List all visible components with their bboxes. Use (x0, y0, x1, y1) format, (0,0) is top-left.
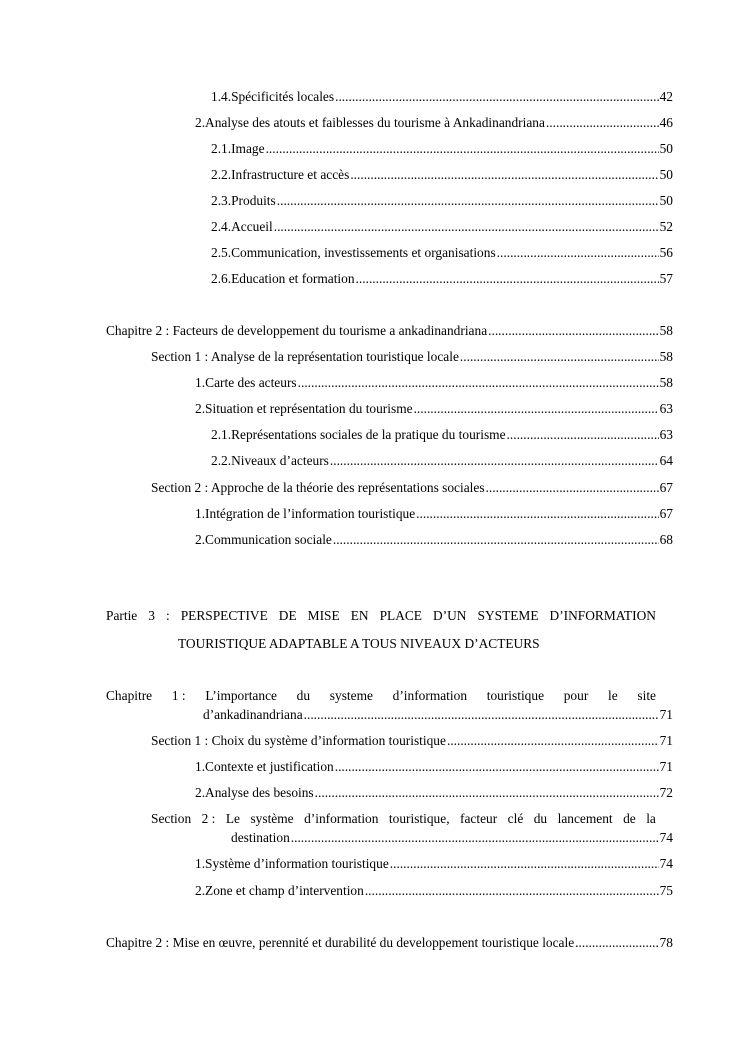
section-word: clé (507, 811, 524, 826)
toc-number: 2.1. (211, 427, 232, 442)
section-word: Le (225, 811, 240, 826)
part-word: D’UN (433, 608, 467, 623)
dot-leader (416, 506, 658, 522)
section-word: système (250, 811, 294, 826)
section-word: d’information (304, 811, 379, 826)
toc-entry (211, 271, 673, 287)
dot-leader (335, 89, 659, 105)
toc-page: 67 (659, 480, 673, 495)
toc-page: 64 (659, 453, 673, 468)
toc-title: Système d’information touristique (205, 856, 389, 871)
toc-title: Intégration de l’information touristique (205, 506, 416, 521)
section-word: 2 : (201, 811, 216, 826)
toc-title: Education et formation (231, 271, 355, 286)
toc-number: 2.6. (211, 271, 232, 286)
dot-leader (486, 480, 659, 496)
part-word: Partie (106, 608, 138, 623)
toc-title: Section 1 : Choix du système d’information touristique (151, 733, 446, 748)
toc-chapter-continuation (203, 707, 673, 723)
toc-page: 56 (659, 245, 673, 260)
part-heading-line2: TOURISTIQUE ADAPTABLE A TOUS NIVEAUX D’ACTEURS (178, 636, 540, 651)
toc-chapter (106, 688, 656, 704)
toc-page: 58 (659, 349, 673, 364)
toc-page: 52 (659, 219, 673, 234)
toc-entry (195, 856, 673, 872)
part-word: PERSPECTIVE (180, 608, 268, 623)
chapter-word: site (637, 688, 656, 703)
toc-title: Spécificités locales (231, 89, 335, 104)
toc-title: Niveaux d’acteurs (231, 453, 329, 468)
dot-leader (497, 245, 659, 261)
toc-page: 74 (659, 856, 673, 871)
dot-leader (488, 323, 658, 339)
toc-number: 2. (195, 532, 206, 547)
toc-number: 2.4. (211, 219, 232, 234)
dot-leader (335, 759, 659, 775)
section-word: du (533, 811, 548, 826)
toc-page: 58 (659, 323, 673, 338)
dot-leader (274, 219, 659, 235)
section-word: la (646, 811, 656, 826)
section-word: lancement (557, 811, 613, 826)
toc-page: 63 (659, 401, 673, 416)
toc-section (151, 480, 673, 496)
toc-page: 50 (659, 193, 673, 208)
part-word: 3 (148, 608, 155, 623)
toc-number: 1. (195, 856, 206, 871)
toc-page: 71 (659, 707, 673, 722)
chapter-word: 1 : (171, 688, 186, 703)
toc-entry (211, 167, 673, 183)
toc-page: 78 (659, 935, 673, 950)
toc-title: Chapitre 2 : Facteurs de developpement du tourisme a ankadinandriana (106, 323, 488, 338)
toc-title: Représentations sociales de la pratique du tourisme (231, 427, 506, 442)
toc-section (151, 811, 656, 827)
toc-title: Section 1 : Analyse de la représentation touristique locale (151, 349, 459, 364)
toc-page: 42 (659, 89, 673, 104)
part-word: EN (350, 608, 369, 623)
toc-page: 46 (659, 115, 673, 130)
chapter-word: touristique (486, 688, 545, 703)
toc-entry (211, 141, 673, 157)
toc-page: 57 (659, 271, 673, 286)
toc-entry (195, 506, 673, 522)
part-word: PLACE (379, 608, 422, 623)
toc-title: Image (231, 141, 265, 156)
dot-leader (277, 193, 659, 209)
chapter-word: systeme (329, 688, 373, 703)
toc-page: 68 (659, 532, 673, 547)
chapter-word: du (296, 688, 311, 703)
toc-number: 1. (195, 506, 206, 521)
toc-number: 2. (195, 785, 206, 800)
toc-entry (211, 193, 673, 209)
toc-chapter (106, 323, 673, 339)
toc-title: Infrastructure et accès (231, 167, 350, 182)
toc-entry (211, 453, 673, 469)
toc-number: 2.1. (211, 141, 232, 156)
toc-entry (195, 375, 673, 391)
toc-entry (211, 427, 673, 443)
dot-leader (575, 935, 658, 951)
dot-leader (266, 141, 659, 157)
dot-leader (291, 830, 659, 846)
section-word: Section (151, 811, 192, 826)
chapter-word: d’information (392, 688, 468, 703)
toc-number: 1. (195, 759, 206, 774)
chapter-word: le (608, 688, 618, 703)
toc-number: 2. (195, 401, 206, 416)
section-word: de (623, 811, 636, 826)
toc-entry (195, 532, 673, 548)
toc-title: d’ankadinandriana (203, 707, 303, 722)
dot-leader (546, 115, 659, 131)
toc-entry (195, 883, 673, 899)
toc-page: 74 (659, 830, 673, 845)
toc-number: 2. (195, 115, 206, 130)
dot-leader (350, 167, 658, 183)
toc-entry (195, 115, 673, 131)
dot-leader (365, 883, 659, 899)
toc-entry (211, 89, 673, 105)
toc-entry (195, 401, 673, 417)
toc-title: destination (231, 830, 290, 845)
dot-leader (414, 401, 659, 417)
toc-title: Communication sociale (205, 532, 332, 547)
section-word: facteur (460, 811, 498, 826)
toc-number: 2.3. (211, 193, 232, 208)
dot-leader (298, 375, 659, 391)
toc-number: 1. (195, 375, 206, 390)
chapter-word: L’importance (205, 688, 277, 703)
toc-title: Produits (231, 193, 276, 208)
toc-title: Section 2 : Approche de la théorie des représentations sociales (151, 480, 485, 495)
toc-section-continuation (231, 830, 673, 846)
toc-chapter (106, 935, 673, 951)
toc-section (151, 733, 673, 749)
toc-page: 58 (659, 375, 673, 390)
dot-leader (390, 856, 659, 872)
part-word: D’INFORMATION (549, 608, 656, 623)
toc-page: 63 (659, 427, 673, 442)
toc-page: 72 (659, 785, 673, 800)
chapter-word: pour (563, 688, 589, 703)
toc-number: 2.5. (211, 245, 232, 260)
part-word: DE (278, 608, 297, 623)
part-word: SYSTEME (477, 608, 539, 623)
toc-title: Communication, investissements et organisations (231, 245, 496, 260)
toc-title: Analyse des atouts et faiblesses du tourisme à Ankadinandriana (205, 115, 545, 130)
dot-leader (330, 453, 659, 469)
toc-page: 50 (659, 167, 673, 182)
toc-entry (195, 785, 673, 801)
toc-title: Analyse des besoins (205, 785, 314, 800)
dot-leader (447, 733, 659, 749)
part-heading (106, 608, 656, 624)
toc-page: 75 (659, 883, 673, 898)
dot-leader (356, 271, 659, 287)
toc-entry (211, 219, 673, 235)
toc-title: Accueil (231, 219, 273, 234)
toc-page: 71 (659, 759, 673, 774)
toc-section (151, 349, 673, 365)
dot-leader (507, 427, 659, 443)
toc-title: Situation et représentation du tourisme (205, 401, 413, 416)
toc-number: 2.2. (211, 167, 232, 182)
toc-entry (195, 759, 673, 775)
chapter-word: Chapitre (106, 688, 153, 703)
toc-page: 71 (659, 733, 673, 748)
toc-title: Contexte et justification (205, 759, 334, 774)
section-word: touristique, (388, 811, 450, 826)
part-word: MISE (307, 608, 340, 623)
dot-leader (304, 707, 659, 723)
dot-leader (315, 785, 659, 801)
dot-leader (333, 532, 659, 548)
toc-page: 67 (659, 506, 673, 521)
toc-title: Carte des acteurs (205, 375, 297, 390)
toc-title: Zone et champ d’intervention (205, 883, 364, 898)
toc-number: 2. (195, 883, 206, 898)
toc-entry (211, 245, 673, 261)
toc-number: 1.4. (211, 89, 232, 104)
dot-leader (460, 349, 659, 365)
toc-title: Chapitre 2 : Mise en œuvre, perennité et durabilité du developpement touristique locale (106, 935, 575, 950)
part-word: : (165, 608, 170, 623)
toc-page: 50 (659, 141, 673, 156)
toc-number: 2.2. (211, 453, 232, 468)
